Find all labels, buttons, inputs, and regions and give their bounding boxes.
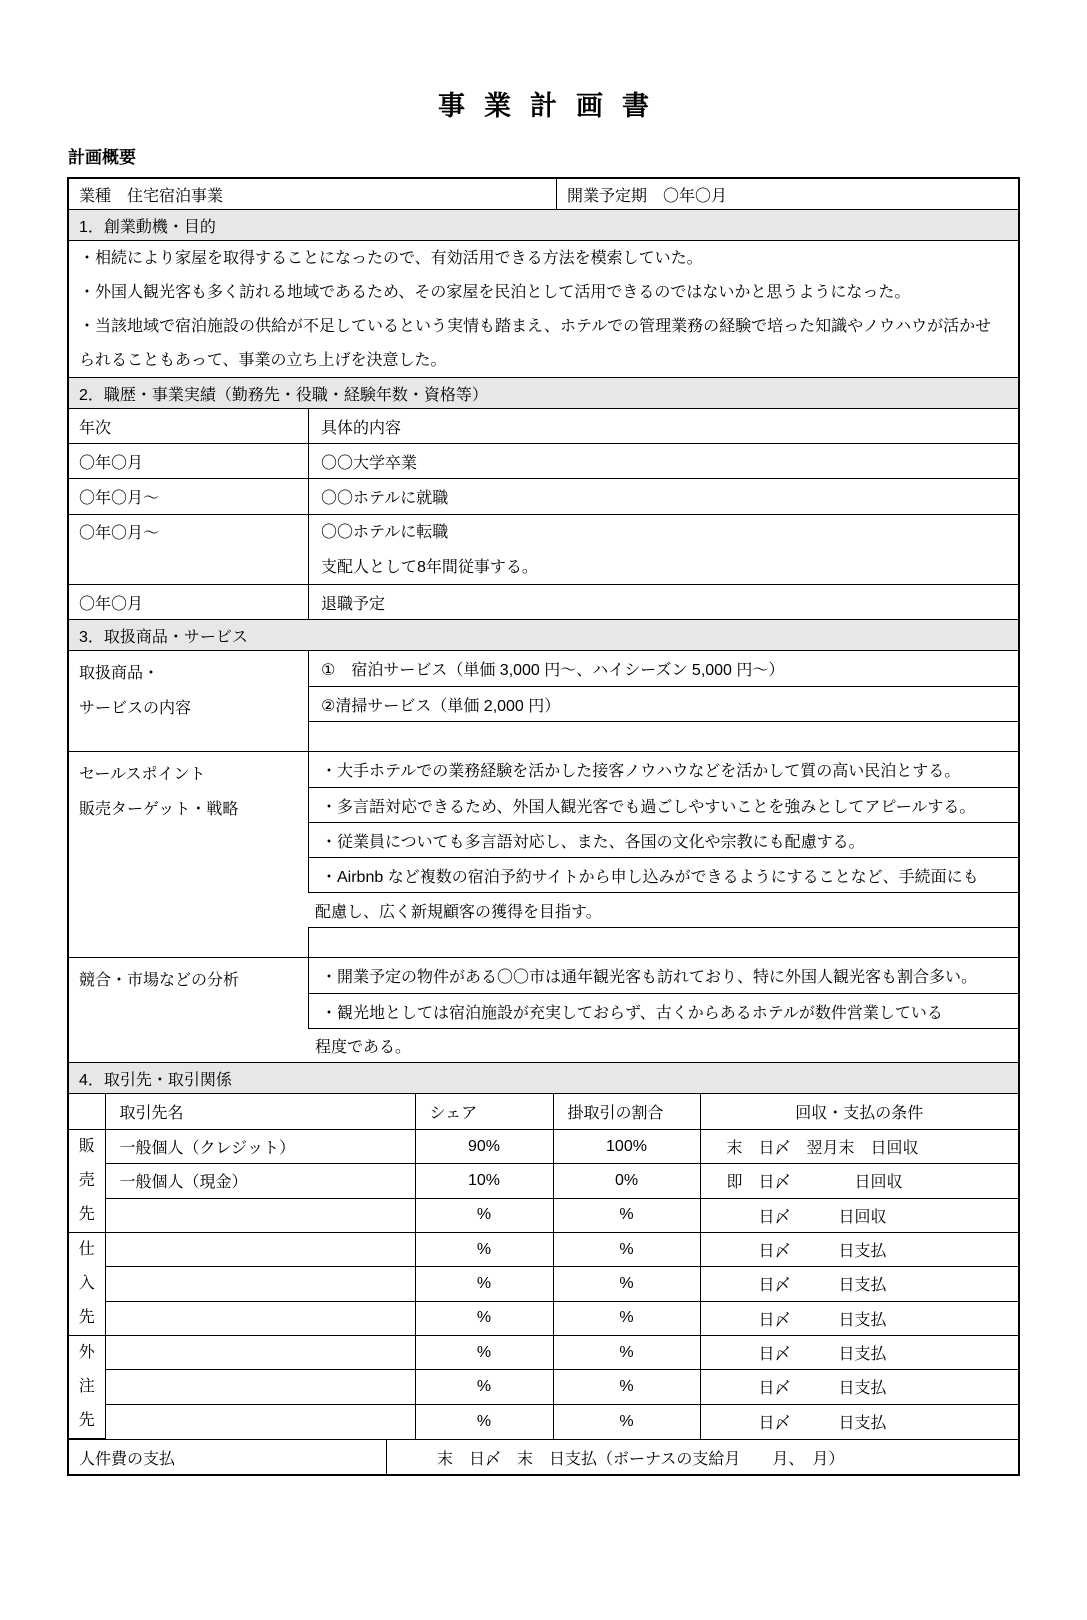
product-item: ②清掃サービス（単価 2,000 円）: [308, 686, 1018, 721]
share-cell: %: [415, 1267, 553, 1301]
partner-name-cell: [105, 1370, 415, 1404]
partner-row: [69, 1233, 1018, 1267]
career-detail: 〇〇大学卒業: [308, 444, 1018, 478]
career-header-row: [69, 408, 1018, 443]
credit-ratio-cell: %: [553, 1301, 700, 1335]
products-label-line: サービスの内容: [79, 700, 192, 717]
partner-name-cell: 一般個人（現金）: [105, 1164, 415, 1198]
products-items: [308, 651, 1018, 751]
market-label-line: 競合・市場などの分析: [79, 972, 240, 989]
sales-block: [69, 751, 1018, 957]
sales-items: [308, 752, 1018, 957]
group-column-header: [69, 1094, 105, 1130]
document-title: 事業計画書: [438, 91, 668, 121]
credit-ratio-cell: 0%: [553, 1164, 700, 1198]
career-detail: 退職予定: [308, 585, 1018, 619]
business-plan-document: [0, 84, 1087, 1476]
career-detail-line: 〇〇ホテルに転職: [321, 523, 449, 541]
section3-header: 3．取扱商品・サービス: [69, 619, 1018, 650]
partner-row: [69, 1267, 1018, 1301]
career-year: 〇年〇月～: [79, 490, 160, 507]
labor-cost-label: 人件費の支払: [79, 1450, 176, 1468]
career-row: [69, 584, 1018, 619]
sales-item: ・多言語対応できるため、外国人観光客でも過ごしやすいことを強みとしてアピールする。: [308, 787, 1018, 822]
partner-group-label: 販売先: [69, 1130, 105, 1233]
career-row: [69, 514, 1018, 584]
partner-name-cell: [105, 1404, 415, 1438]
product-item-empty: [308, 721, 1018, 751]
partner-row: [69, 1370, 1018, 1404]
terms-cell: 日〆 日支払: [700, 1370, 1018, 1404]
credit-ratio-cell: 100%: [553, 1130, 700, 1164]
motivation-line: られることもあって、事業の立ち上げを決意した。: [79, 352, 447, 369]
labor-cost-row: [69, 1439, 1018, 1474]
partner-row: [69, 1301, 1018, 1335]
sales-item: ・従業員についても多言語対応し、また、各国の文化や宗教にも配慮する。: [308, 822, 1018, 857]
credit-ratio-cell: %: [553, 1198, 700, 1232]
sales-label-line: セールスポイント: [79, 766, 206, 783]
credit-ratio-cell: %: [553, 1267, 700, 1301]
year-column-header: 年次: [79, 419, 112, 437]
career-detail: [308, 515, 1018, 584]
section1-body: [69, 240, 1018, 377]
partner-group-label: 仕入先: [69, 1233, 105, 1336]
motivation-line: ・当該地域で宿泊施設の供給が不足しているという実情も踏まえ、ホテルでの管理業務の経験で培った知識やノウハウが活かせ: [79, 318, 992, 335]
share-cell: 10%: [415, 1164, 553, 1198]
opening-date-cell: 開業予定期 〇年〇月: [556, 179, 1018, 209]
share-column-header: シェア: [415, 1094, 553, 1130]
career-row: [69, 478, 1018, 514]
plan-table: [67, 177, 1020, 1476]
motivation-line: ・外国人観光客も多く訪れる地域であるため、その家屋を民泊として活用できるのではないかと思うようになった。: [79, 284, 911, 301]
share-cell: %: [415, 1198, 553, 1232]
sales-label-cell: [69, 752, 308, 957]
sales-item: ・Airbnb など複数の宿泊予約サイトから申し込みができるようにすることなど、手続面にも: [308, 857, 1018, 892]
partner-name-cell: [105, 1301, 415, 1335]
partner-row: [69, 1336, 1018, 1370]
section2-header: 2．職歴・事業実績（勤務先・役職・経験年数・資格等）: [69, 377, 1018, 408]
terms-cell: 日〆 日支払: [700, 1301, 1018, 1335]
market-item: ・観光地としては宿泊施設が充実しておらず、古くからあるホテルが数件営業している: [308, 993, 1018, 1028]
industry-cell: 業種 住宅宿泊事業: [79, 187, 224, 205]
credit-column-header: 掛取引の割合: [553, 1094, 700, 1130]
terms-cell: 日〆 日支払: [700, 1404, 1018, 1438]
terms-cell: 日〆 日回収: [700, 1198, 1018, 1232]
partner-name-cell: [105, 1198, 415, 1232]
partner-name-cell: [105, 1267, 415, 1301]
market-block: [69, 957, 1018, 1062]
terms-column-header: 回収・支払の条件: [700, 1094, 1018, 1130]
career-row: [69, 443, 1018, 478]
career-year: 〇年〇月～: [79, 525, 160, 542]
products-label-cell: [69, 651, 308, 751]
terms-cell: 末 日〆 翌月末 日回収: [700, 1130, 1018, 1164]
credit-ratio-cell: %: [553, 1370, 700, 1404]
partner-name-cell: [105, 1233, 415, 1267]
name-column-header: 取引先名: [105, 1094, 415, 1130]
detail-column-header: 具体的内容: [308, 409, 1018, 443]
partner-row: [69, 1198, 1018, 1232]
products-label-line: 取扱商品・: [79, 665, 160, 682]
sales-label-line: 販売ターゲット・戦略: [79, 801, 239, 818]
terms-cell: 即 日〆 日回収: [700, 1164, 1018, 1198]
share-cell: %: [415, 1233, 553, 1267]
partner-row: [69, 1404, 1018, 1438]
plan-overview-heading: 計画概要: [68, 148, 136, 167]
terms-cell: 日〆 日支払: [700, 1233, 1018, 1267]
product-item: ① 宿泊サービス（単価 3,000 円～、ハイシーズン 5,000 円～）: [308, 651, 1018, 686]
terms-cell: 日〆 日支払: [700, 1267, 1018, 1301]
market-item: ・開業予定の物件がある〇〇市は通年観光客も訪れており、特に外国人観光客も割合多い。: [308, 958, 1018, 993]
credit-ratio-cell: %: [553, 1336, 700, 1370]
section4-header: 4．取引先・取引関係: [69, 1062, 1018, 1093]
share-cell: %: [415, 1404, 553, 1438]
career-detail-line: 支配人として8年間従事する。: [321, 558, 538, 576]
credit-ratio-cell: %: [553, 1233, 700, 1267]
share-cell: %: [415, 1301, 553, 1335]
motivation-line: ・相続により家屋を取得することになったので、有効活用できる方法を模索していた。: [79, 250, 703, 267]
share-cell: %: [415, 1336, 553, 1370]
sales-item: ・大手ホテルでの業務経験を活かした接客ノウハウなどを活かして質の高い民泊とする。: [308, 752, 1018, 787]
market-item-continuation: 程度である。: [308, 1028, 1018, 1062]
products-block: [69, 650, 1018, 751]
sales-item-continuation: 配慮し、広く新規顧客の獲得を目指す。: [308, 892, 1018, 927]
labor-cost-value: 末 日〆 末 日支払（ボーナスの支給月 月、 月）: [386, 1440, 1018, 1474]
partners-table: [69, 1093, 1018, 1439]
terms-cell: 日〆 日支払: [700, 1336, 1018, 1370]
partner-name-cell: [105, 1336, 415, 1370]
career-year: 〇年〇月: [79, 595, 144, 613]
market-label-cell: [69, 958, 308, 1062]
partners-header-row: [69, 1094, 1018, 1130]
partner-row: [69, 1130, 1018, 1164]
partner-name-cell: 一般個人（クレジット）: [105, 1130, 415, 1164]
market-items: [308, 958, 1018, 1062]
partner-group-label: 外注先: [69, 1336, 105, 1439]
career-detail: 〇〇ホテルに就職: [308, 479, 1018, 514]
share-cell: %: [415, 1370, 553, 1404]
partner-row: [69, 1164, 1018, 1198]
section1-header: 1．創業動機・目的: [69, 209, 1018, 240]
overview-row: [69, 179, 1018, 209]
share-cell: 90%: [415, 1130, 553, 1164]
sales-item-empty: [308, 927, 1018, 957]
credit-ratio-cell: %: [553, 1404, 700, 1438]
career-year: 〇年〇月: [79, 454, 144, 472]
